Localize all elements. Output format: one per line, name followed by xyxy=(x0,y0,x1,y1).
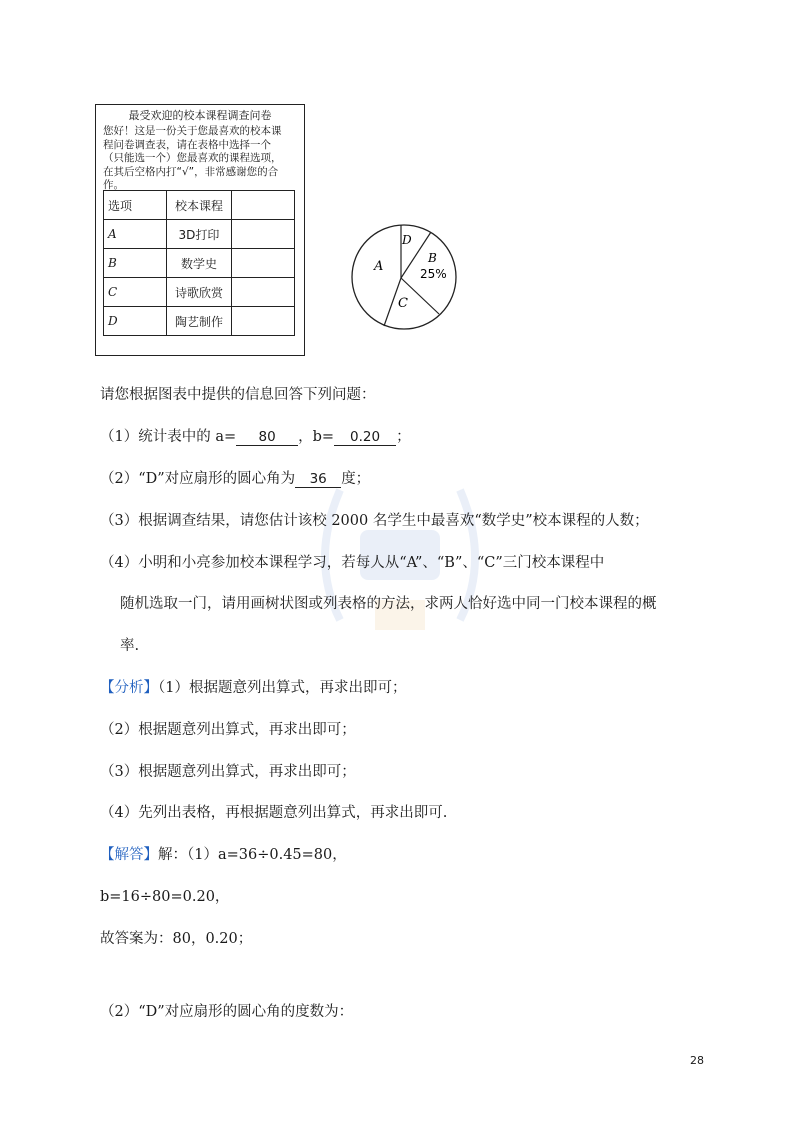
solution-1-text: 解：（1）a=36÷0.45=80， xyxy=(158,847,347,863)
q1-answer-b: 0.20 xyxy=(334,429,396,446)
questionnaire-line: 在其后空格内打“√”，非常感谢您的合 xyxy=(103,165,279,178)
pie-label-c: C xyxy=(398,296,408,311)
question-1 xyxy=(100,425,411,446)
questionnaire-line: （只能选一个）您最喜欢的课程选项， xyxy=(103,152,282,164)
table-row xyxy=(104,249,295,278)
questionnaire-line: 作。 xyxy=(103,179,124,191)
row-course: 诗歌欣赏 xyxy=(167,278,232,307)
questionnaire-text xyxy=(103,125,301,193)
row-option: A xyxy=(104,220,167,249)
questionnaire-table xyxy=(103,190,295,336)
solution-1 xyxy=(100,843,347,864)
q2-answer: 36 xyxy=(295,471,341,488)
row-course: 数学史 xyxy=(167,249,232,278)
questionnaire-title: 最受欢迎的校本课程调查问卷 xyxy=(128,109,272,122)
question-4-line-2: 随机选取一门，请用画树状图或列表格的方法，求两人恰好选中同一门校本课程的概 xyxy=(120,596,657,612)
pie-label-b: B xyxy=(428,251,437,265)
q1-prefix: （1）统计表中的 a= xyxy=(100,429,237,445)
solution-2: b=16÷80=0.20， xyxy=(100,889,230,905)
analysis-2: （2）根据题意列出算式，再求出即可； xyxy=(100,722,356,738)
row-option: D xyxy=(104,307,167,336)
analysis-tag: 【分析】 xyxy=(100,680,158,696)
row-option: B xyxy=(104,249,167,278)
pie-label-a: A xyxy=(374,259,384,274)
questionnaire-line: 您好！这是一份关于您最喜欢的校本课 xyxy=(103,125,282,137)
row-check xyxy=(232,220,295,249)
q2-prefix: （2）“D”对应扇形的圆心角为 xyxy=(100,471,296,487)
row-course: 陶艺制作 xyxy=(167,307,232,336)
row-option: C xyxy=(104,278,167,307)
row-check xyxy=(232,249,295,278)
q1-answer-a: 80 xyxy=(236,429,298,446)
intro-text: 请您根据图表中提供的信息回答下列问题： xyxy=(100,387,376,403)
question-3: （3）根据调查结果，请您估计该校 2000 名学生中最喜欢“数学史”校本课程的人数； xyxy=(100,513,649,529)
row-course: 3D打印 xyxy=(167,220,232,249)
analysis-4: （4）先列出表格，再根据题意列出算式，再求出即可. xyxy=(100,805,448,821)
questionnaire-line: 程问卷调查表，请在表格中选择一个 xyxy=(103,138,271,151)
analysis-3: （3）根据题意列出算式，再求出即可； xyxy=(100,764,356,780)
table-row xyxy=(104,307,295,336)
table-header-row xyxy=(104,191,295,220)
question-2 xyxy=(100,467,370,488)
analysis-1-text: （1）根据题意列出算式，再求出即可； xyxy=(158,680,407,696)
question-4-line-1: （4）小明和小亮参加校本课程学习，若每人从“A”、“B”、“C”三门校本课程中 xyxy=(100,555,605,571)
page-number: 28 xyxy=(690,1054,704,1067)
questionnaire-box xyxy=(95,104,305,356)
header-check xyxy=(232,191,295,220)
row-check xyxy=(232,278,295,307)
table-row xyxy=(104,220,295,249)
q1-suffix: ； xyxy=(396,429,411,445)
solution-tag: 【解答】 xyxy=(100,847,158,863)
header-course: 校本课程 xyxy=(167,191,232,220)
row-check xyxy=(232,307,295,336)
question-4-line-3: 率. xyxy=(120,638,140,654)
table-row xyxy=(104,278,295,307)
header-option: 选项 xyxy=(104,191,167,220)
q1-mid: ，b= xyxy=(298,429,335,445)
q2-suffix: 度； xyxy=(341,471,371,487)
solution-4: （2）“D”对应扇形的圆心角的度数为： xyxy=(100,1004,354,1020)
solution-3: 故答案为：80，0.20； xyxy=(100,931,253,947)
pie-chart xyxy=(344,222,470,348)
pie-label-d: D xyxy=(402,233,412,247)
analysis-1 xyxy=(100,676,406,697)
pie-label-b-pct: 25% xyxy=(420,267,447,281)
